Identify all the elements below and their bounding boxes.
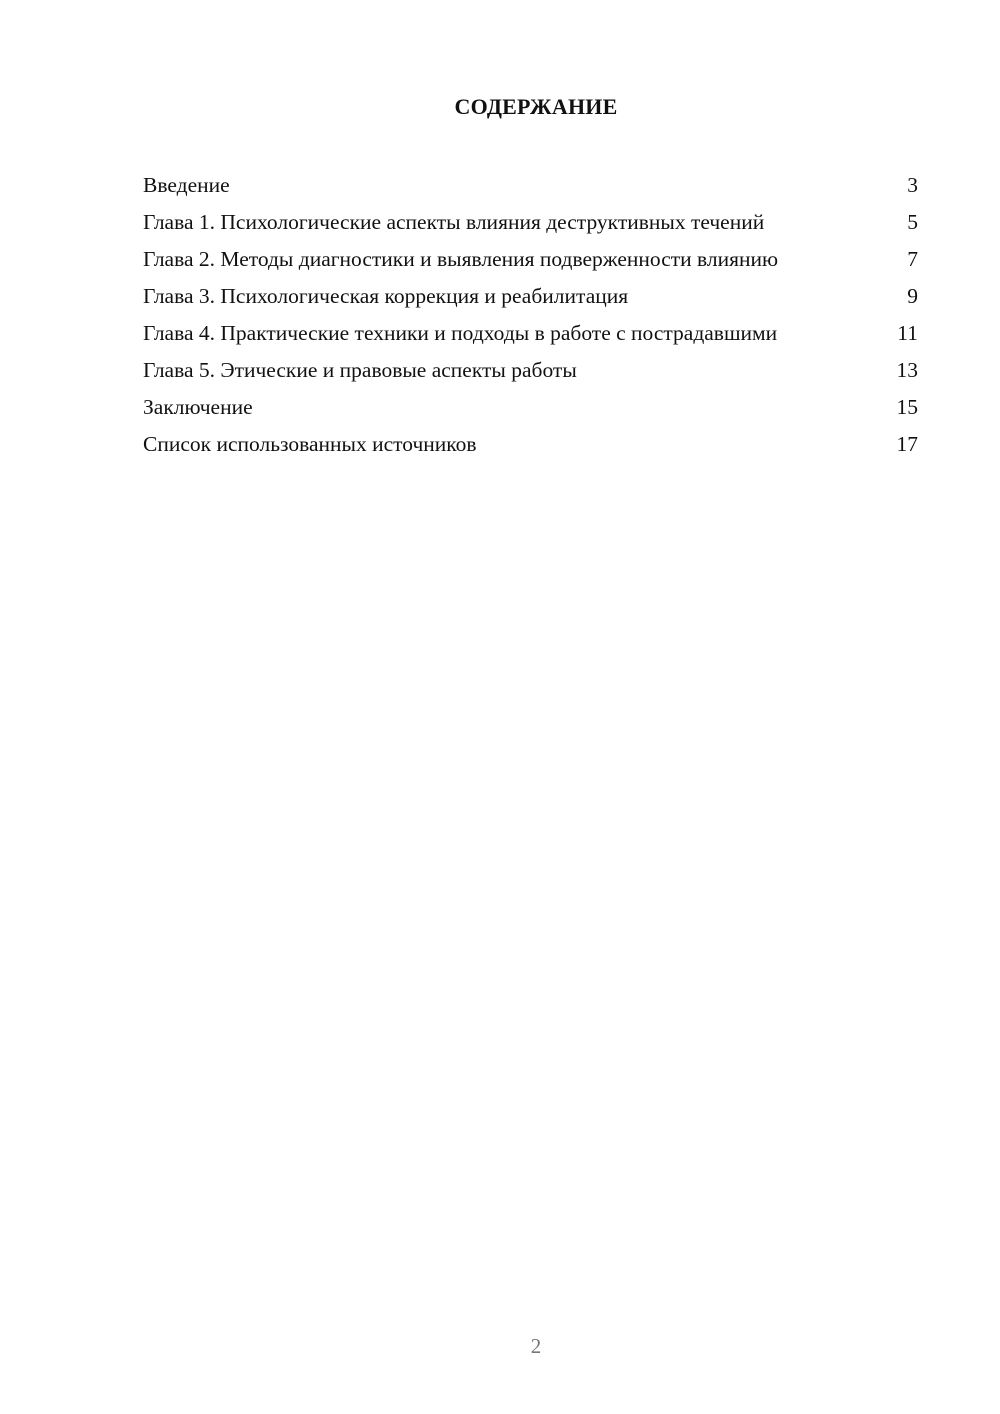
page-title: СОДЕРЖАНИЕ [454, 94, 618, 119]
toc-entry-text: Введение [143, 173, 230, 197]
toc-entry [143, 394, 920, 420]
toc-entry-page: 7 [907, 247, 918, 271]
page-number: 2 [530, 1334, 542, 1358]
toc-entry [143, 283, 920, 309]
toc-entry-text: Глава 3. Психологическая коррекция и реабилитация [143, 284, 629, 308]
toc-entry [143, 209, 920, 235]
toc-entry [143, 320, 920, 346]
toc-entry-text: Глава 1. Психологические аспекты влияния деструктивных течений [143, 210, 765, 234]
toc-entry-text: Глава 5. Этические и правовые аспекты работы [143, 358, 577, 382]
toc-entry-page: 5 [907, 210, 918, 234]
toc-entry-text: Заключение [143, 395, 253, 419]
toc-entry [143, 431, 920, 457]
toc-entry-page: 3 [907, 173, 918, 197]
toc-entry-page: 11 [897, 321, 918, 345]
toc-entry-page: 9 [907, 284, 918, 308]
toc-entry-text: Глава 2. Методы диагностики и выявления подверженности влиянию [143, 247, 779, 271]
toc-entry [143, 172, 920, 198]
toc-entry-page: 17 [896, 432, 918, 456]
toc-entry [143, 246, 920, 272]
toc-entry-text: Список использованных источников [143, 432, 477, 456]
toc-entry-page: 13 [896, 358, 918, 382]
toc-entry-page: 15 [896, 395, 918, 419]
toc-entry [143, 357, 920, 383]
table-of-contents [143, 172, 920, 468]
toc-entry-text: Глава 4. Практические техники и подходы в работе с пострадавшими [143, 321, 778, 345]
